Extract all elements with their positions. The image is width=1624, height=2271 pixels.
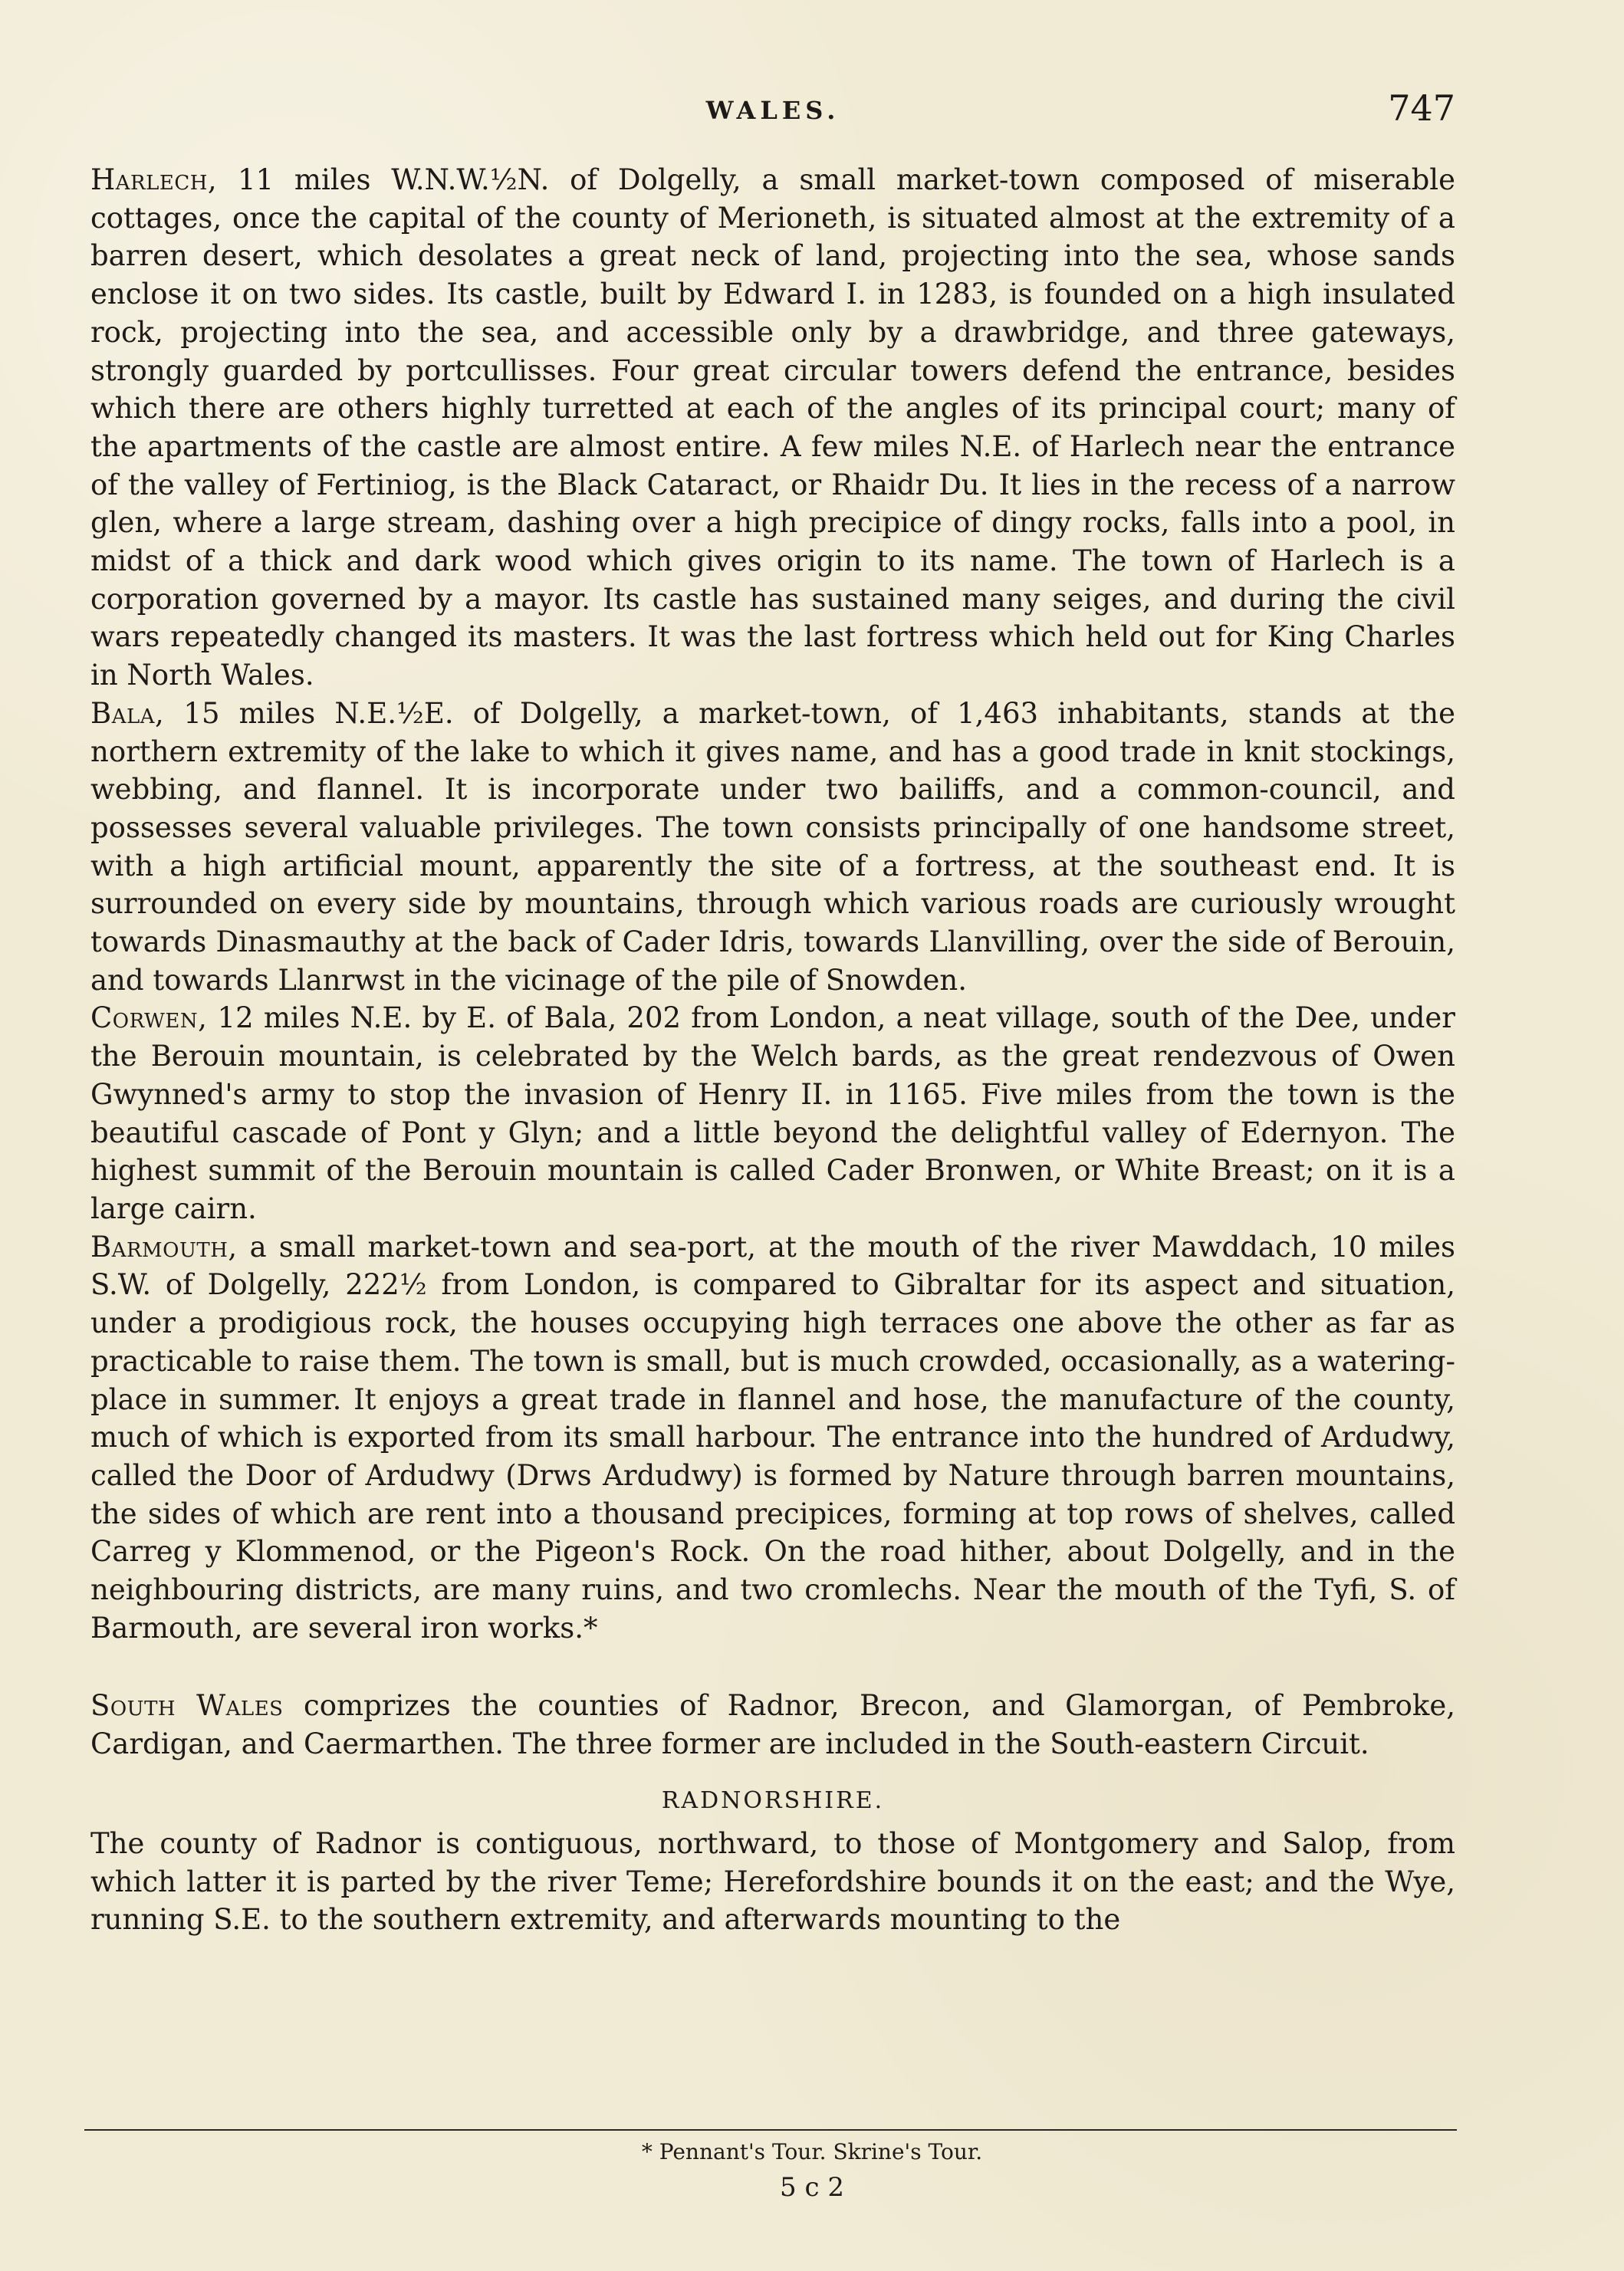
paragraph-corwen (90, 999, 1455, 1228)
footnote-rule (84, 2129, 1457, 2131)
text-barmouth: a small market-town and sea-port, at the mouth of the river Mawddach, 10 miles S.W. of Dolgelly, 222½ from London, is compared to Gibraltar for its aspect and situation, under a prodigious rock, the houses occupying high terraces one above the other as far as practicable to raise them. The town is small, but is much crowded, occasionally, as a watering-place in summer. It enjoys a great trade in flannel and hose, the manufacture of the county, much of which is exported from its small harbour. The entrance into the hundred of Ardudwy, called the Door of Ardudwy (Drws Ardudwy) is formed by Nature through barren mountains, the sides of which are rent into a thousand precipices, forming at top rows of shelves, called Carreg y Klommenod, or the Pigeon's Rock. On the road hither, about Dolgelly, and in the neighbouring districts, are many ruins, and two cromlechs. Near the mouth of the Tyfi, S. of Barmouth, are several iron works.* (90, 1230, 1455, 1645)
text-corwen: 12 miles N.E. by E. of Bala, 202 from London, a neat village, south of the Dee, under the Berouin mountain, is celebrated by the Welch bards, as the great rendezvous of Owen Gwynned's army to stop the invasion of Henry II. in 1165. Five miles from the town is the beautiful cascade of Pont y Glyn; and a little beyond the delightful valley of Edernyon. The highest summit of the Berouin mountain is called Cader Bronwen, or White Breast; on it is a large cairn. (90, 1001, 1455, 1225)
text-harlech: 11 miles W.N.W.½N. of Dolgelly, a small market-town composed of miserable cottages, once the capital of the county of Merioneth, is situated almost at the extremity of a barren desert, which desolates a great neck of land, projecting into the sea, whose sands enclose it on two sides. Its castle, built by Edward I. in 1283, is founded on a high insulated rock, projecting into the sea, and accessible only by a drawbridge, and three gateways, strongly guarded by portcullisses. Four great circular towers defend the entrance, besides which there are others highly turretted at each of the angles of its principal court; many of the apartments of the castle are almost entire. A few miles N.E. of Harlech near the entrance of the valley of Fertiniog, is the Black Cataract, or Rhaidr Du. It lies in the recess of a narrow glen, where a large stream, dashing over a high precipice of dingy rocks, falls into a pool, in midst of a thick and dark wood which gives origin to its name. The town of Harlech is a corporation governed by a mayor. Its castle has sustained many seiges, and during the civil wars repeatedly changed its masters. It was the last fortress which held out for King Charles in North Wales. (90, 163, 1455, 692)
footnote: * Pennant's Tour. Skrine's Tour. (641, 2139, 983, 2164)
text-south-wales: comprizes the counties of Radnor, Brecon, and Glamorgan, of Pembroke, Cardigan, and Caermarthen. The three former are included in the South-eastern Circuit. (90, 1689, 1455, 1761)
paragraph-south-wales (90, 1687, 1455, 1763)
text-bala: 15 miles N.E.½E. of Dolgelly, a market-town, of 1,463 inhabitants, stands at the northern extremity of the lake to which it gives name, and has a good trade in knit stockings, webbing, and flannel. It is incorporate under two bailiffs, and a common-council, and possesses several valuable privileges. The town consists principally of one handsome street, with a high artificial mount, apparently the site of a fortress, at the southeast end. It is surrounded on every side by mountains, through which various roads are curiously wrought towards Dinasmauthy at the back of Cader Idris, towards Llanvilling, over the side of Berouin, and towards Llanrwst in the vicinage of the pile of Snowden. (90, 696, 1455, 997)
page-header (90, 87, 1455, 132)
paragraph-barmouth (90, 1228, 1455, 1648)
lead-barmouth: Barmouth, (90, 1230, 238, 1264)
lead-corwen: Corwen, (90, 1001, 208, 1035)
paragraph-radnor: The county of Radnor is contiguous, northward, to those of Montgomery and Salop, from which latter it is parted by the river Teme; Herefordshire bounds it on the east; and the Wye, running S.E. to the southern extremity, and afterwards mounting to the (90, 1826, 1455, 1937)
lead-south-wales: South Wales (90, 1689, 284, 1723)
signature-mark: 5 c 2 (780, 2172, 844, 2203)
lead-bala: Bala, (90, 696, 165, 730)
running-head: WALES. (705, 96, 840, 125)
heading-gap (90, 1763, 1455, 1777)
lead-harlech: Harlech, (90, 163, 218, 196)
page-number: 747 (1388, 87, 1455, 129)
paragraph-bala (90, 695, 1455, 1000)
main-text (90, 161, 1455, 1939)
radnorshire-heading: RADNORSHIRE. (661, 1786, 885, 1814)
paragraph-gap (90, 1647, 1455, 1687)
paragraph-harlech (90, 161, 1455, 695)
